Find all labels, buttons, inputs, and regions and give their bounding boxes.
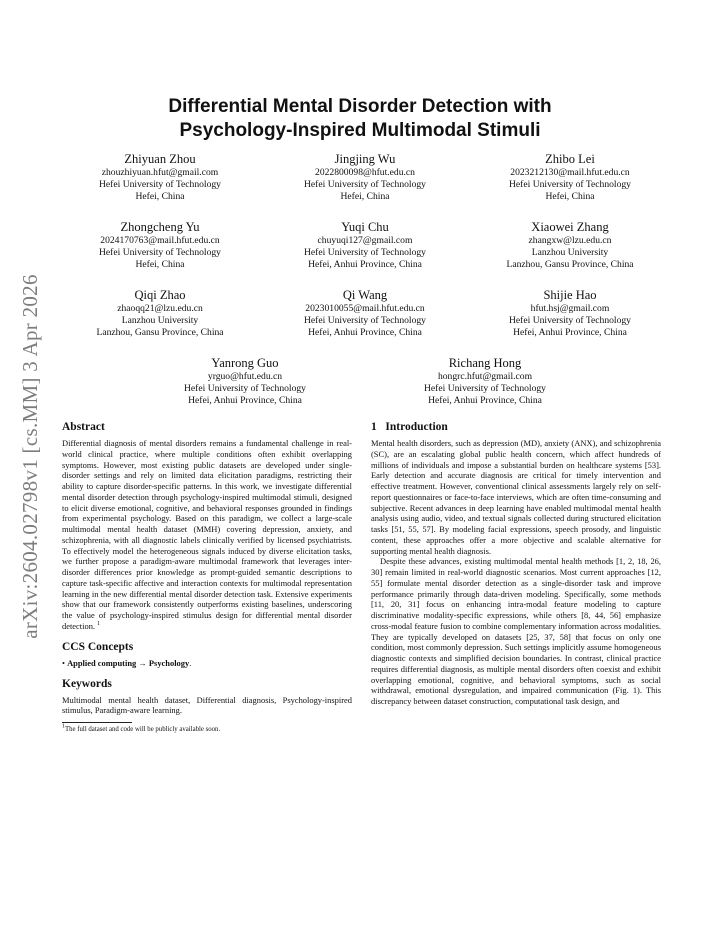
author-card <box>145 356 345 424</box>
author-location: Hefei, China <box>135 191 185 202</box>
author-name: Zhibo Lei <box>545 152 595 166</box>
author-location: Hefei, China <box>340 191 390 202</box>
author-email: yrguo@hfut.edu.cn <box>207 371 283 382</box>
author-card <box>470 152 670 220</box>
author-name: Zhiyuan Zhou <box>124 152 196 166</box>
author-affiliation: Hefei University of Technology <box>424 383 546 394</box>
paper-title-line-2: Psychology-Inspired Multimodal Stimuli <box>179 120 541 141</box>
author-name: Zhongcheng Yu <box>120 220 200 234</box>
author-email: 2023212130@mail.hfut.edu.cn <box>510 167 630 178</box>
keywords-text: Multimodal mental health dataset, Differential diagnosis, Psychology-inspired stimulus, Paradigm-aware learning. <box>62 694 352 716</box>
author-location: Hefei, Anhui Province, China <box>308 259 422 270</box>
footnote <box>62 725 352 734</box>
ccs-subterm: Psychology <box>148 657 190 668</box>
author-name: Xiaowei Zhang <box>531 220 609 234</box>
author-block <box>60 152 670 424</box>
right-column <box>371 420 661 707</box>
author-location: Hefei, Anhui Province, China <box>428 395 542 406</box>
author-location: Hefei, Anhui Province, China <box>308 327 422 338</box>
author-card <box>265 220 465 288</box>
introduction-paragraph-2: Despite these advances, existing multimodal mental health methods [1, 2, 18, 26, 30] remain limited in real-world diagnostic scenarios. Most current approaches [12, 55] formulate mental disorder detection as a single-disorder task and improve performance primarily through data-driven modeling. Specifically, some methods [11, 20, 31] focus on enhancing intra-modal feature modeling to capture discriminative modality-specific expressions, while others [8, 44, 56] emphasize cross-modal feature fusion to combine complementary information across modalities. They are typically developed on datasets [25, 37, 58] that focus on only one condition, most commonly depression. Such settings implicitly assume homogeneous diagnostic contexts and simplified decision boundaries. In contrast, clinical practice requires differential diagnosis, as multiple mental disorders often coexist and exhibit overlapping emotional, cognitive, and behavioral symptoms, such as social withdrawal, emotional dysregulation, and impaired communication (Fig. 1). This discrepancy between dataset construction, computational task design, and <box>371 556 661 706</box>
abstract-body: Differential diagnosis of mental disorders remains a fundamental challenge in real-world clinical practice, where multiple conditions often exhibit overlapping symptoms. However, most existing public datasets are developed under single-disorder settings and rely on limited data elicitation paradigms, restricting their ability to capture disorder-specific patterns. In this work, we investigate differential mental disorder detection through psychology-inspired multimodal stimuli, designed to elicit diverse emotional, cognitive, and behavioral responses grounded in findings from experimental psychology. Based on this paradigm, we collect a large-scale multimodal mental health dataset (MMH) covering depression, anxiety, and schizophrenia, with all diagnostic labels clinically verified by licensed psychiatrists. To effectively model the heterogeneous signals induced by diverse elicitation tasks, we further propose a paradigm-aware multimodal framework that leverages inter-disorder differences prior knowledge as prompt-guided semantic descriptions to capture task-specific affective and interaction contexts for multimodal representation learning in the new differential mental disorder detection task. Extensive experiments show that our framework consistently outperforms existing baselines, underscoring the value of psychology-inspired stimulus design for differential mental disorder detection. <box>62 438 352 631</box>
author-card <box>265 288 465 356</box>
left-column <box>62 420 352 734</box>
author-affiliation: Lanzhou University <box>121 315 199 326</box>
author-affiliation: Hefei University of Technology <box>509 179 631 190</box>
author-row-3 <box>60 288 670 356</box>
author-card <box>265 152 465 220</box>
footnote-text: The full dataset and code will be publicly available soon. <box>65 726 221 733</box>
author-affiliation: Hefei University of Technology <box>99 247 221 258</box>
arxiv-identifier: arXiv:2604.02798v1 [cs.MM] 3 Apr 2026 <box>17 273 42 639</box>
author-name: Yanrong Guo <box>211 356 279 370</box>
author-name: Richang Hong <box>448 356 522 370</box>
author-name: Yuqi Chu <box>341 220 389 234</box>
paper-title-line-1: Differential Mental Disorder Detection with <box>168 96 552 117</box>
introduction-heading: 1 Introduction <box>371 421 448 433</box>
author-email: 2023010055@mail.hfut.edu.cn <box>305 303 425 314</box>
author-affiliation: Lanzhou University <box>531 247 609 258</box>
author-card <box>470 220 670 288</box>
arxiv-side-stamp <box>8 236 52 676</box>
author-email: hongrc.hfut@gmail.com <box>437 371 533 382</box>
author-email: zhaoqq21@lzu.edu.cn <box>117 303 203 314</box>
author-affiliation: Hefei University of Technology <box>509 315 631 326</box>
author-card <box>60 152 260 220</box>
ccs-bullet: • <box>62 657 65 668</box>
author-email: zhouzhiyuan.hfut@gmail.com <box>101 167 219 178</box>
author-email: 2024170763@mail.hfut.edu.cn <box>100 235 220 246</box>
author-affiliation: Hefei University of Technology <box>304 315 426 326</box>
author-email: zhangxw@lzu.edu.cn <box>528 235 612 246</box>
ccs-heading: CCS Concepts <box>62 640 134 653</box>
footnote-divider <box>62 722 132 723</box>
ccs-period: . <box>189 657 192 668</box>
author-email: chuyuqi127@gmail.com <box>317 235 413 246</box>
author-affiliation: Hefei University of Technology <box>99 179 221 190</box>
author-card <box>385 356 585 424</box>
author-name: Qiqi Zhao <box>134 288 186 302</box>
author-location: Hefei, China <box>545 191 595 202</box>
author-location: Hefei, Anhui Province, China <box>188 395 302 406</box>
author-row-2 <box>60 220 670 288</box>
author-affiliation: Hefei University of Technology <box>304 179 426 190</box>
ccs-term: Applied computing <box>67 657 137 668</box>
author-location: Hefei, China <box>135 259 185 270</box>
abstract-text <box>62 438 352 632</box>
author-location: Lanzhou, Gansu Province, China <box>506 259 634 270</box>
author-email: 2022800098@hfut.edu.cn <box>315 167 415 178</box>
author-card <box>60 220 260 288</box>
author-name: Qi Wang <box>342 288 388 302</box>
ccs-arrow: → <box>138 657 147 668</box>
paper-title <box>80 95 640 143</box>
author-location: Lanzhou, Gansu Province, China <box>96 327 224 338</box>
abstract-heading: Abstract <box>62 421 105 433</box>
abstract-footnote-mark: 1 <box>97 620 101 627</box>
keywords-heading: Keywords <box>62 677 112 690</box>
author-card <box>470 288 670 356</box>
author-card <box>60 288 260 356</box>
introduction-paragraph-1: Mental health disorders, such as depression (MD), anxiety (ANX), and schizophrenia (SC), are an escalating global public health concern, which affect hundreds of millions of individuals and impose a substantial burden on healthcare systems [53]. Early detection and accurate diagnosis are critical for timely intervention and effective treatment. However, conventional clinical assessments largely rely on self-report questionnaires or face-to-face interviews, which are often time-consuming and subjective. Recent advances in deep learning have enabled multimodal mental health analysis using audio, video, and textual signals collected during structured elicitation tasks [51, 55, 57]. By modeling facial expressions, speech prosody, and linguistic content, these approaches offer a more objective and scalable alternative for supporting mental health diagnosis. <box>371 438 661 556</box>
author-affiliation: Hefei University of Technology <box>184 383 306 394</box>
author-email: hfut.hsj@gmail.com <box>530 303 610 314</box>
author-name: Jingjing Wu <box>334 152 396 166</box>
ccs-concepts <box>62 658 352 669</box>
author-location: Hefei, Anhui Province, China <box>513 327 627 338</box>
author-row-4 <box>60 356 670 424</box>
author-affiliation: Hefei University of Technology <box>304 247 426 258</box>
author-name: Shijie Hao <box>543 288 597 302</box>
footnote-mark: 1 <box>62 723 65 730</box>
author-row-1 <box>60 152 670 220</box>
